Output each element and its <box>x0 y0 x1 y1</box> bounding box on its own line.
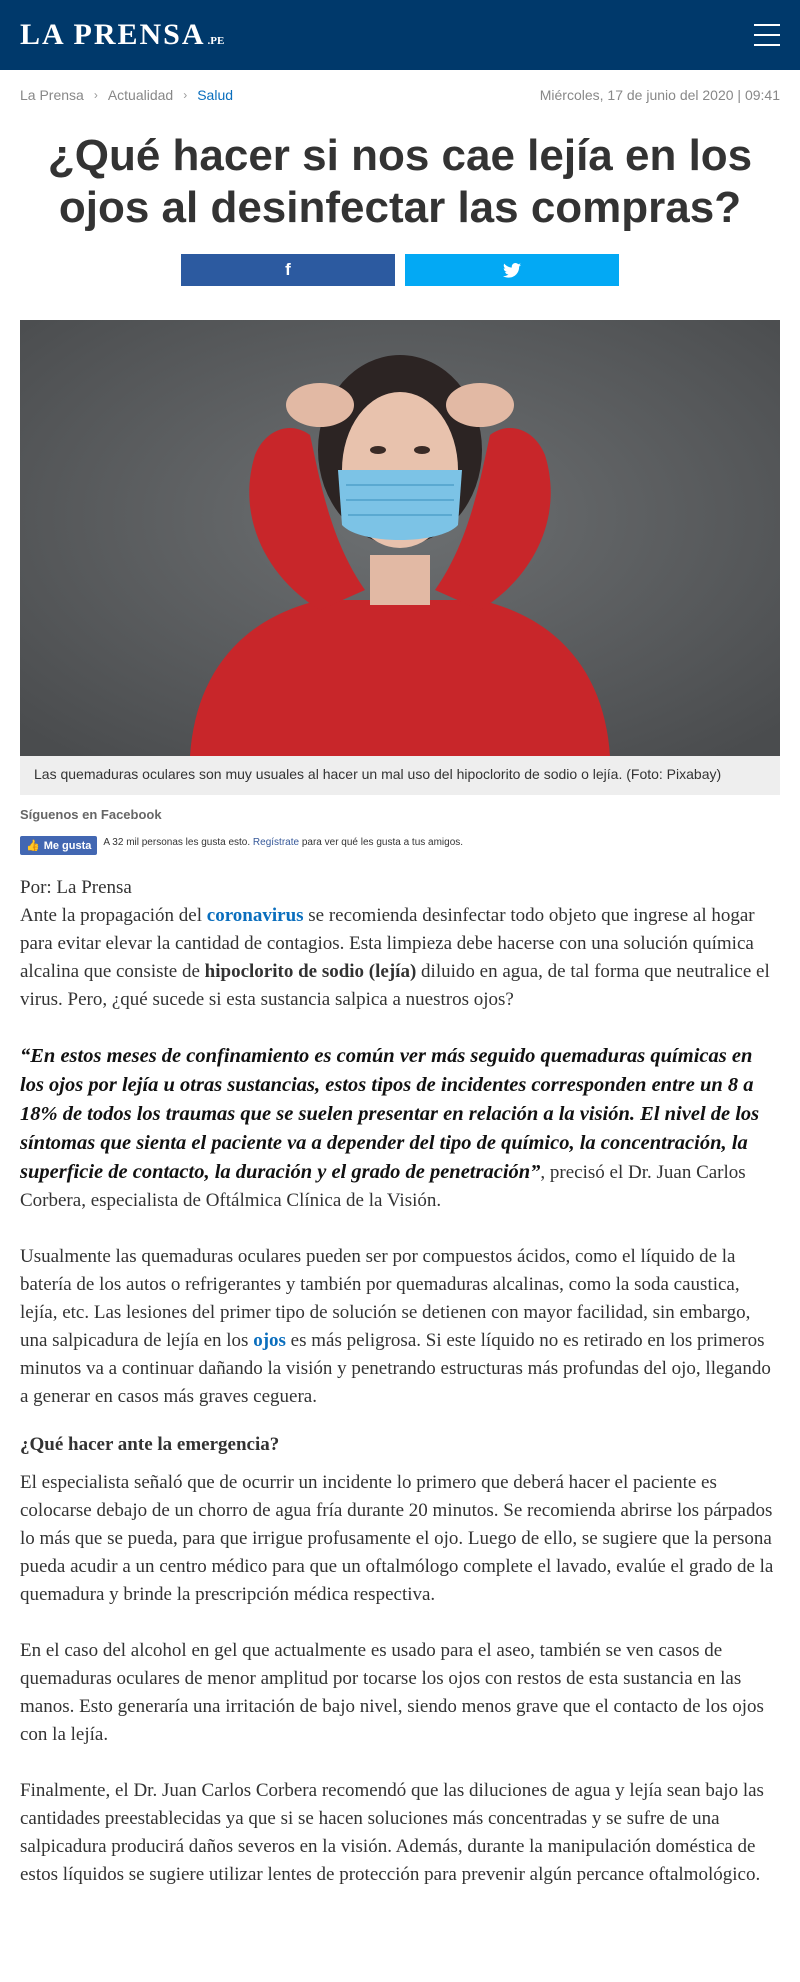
like-count-text <box>103 836 463 849</box>
breadcrumb-item-actualidad[interactable]: Actualidad <box>107 87 174 103</box>
text: es más peligrosa. Si este líquido no es retirado en los primeros minutos va a continuar dañando la visión y penetrando estructuras más profundas del ojo, llegando a generar en casos más graves ceguera. <box>20 1330 771 1407</box>
twitter-icon <box>503 263 521 278</box>
share-facebook-button[interactable] <box>181 254 395 286</box>
like-count: A 32 mil personas les gusta esto. <box>103 837 251 848</box>
quote-paragraph <box>20 1042 780 1215</box>
paragraph-3 <box>20 1243 780 1411</box>
page-title: ¿Qué hacer si nos cae lejía en los ojos al desinfectar las compras? <box>47 131 753 232</box>
share-twitter-button[interactable] <box>405 254 619 286</box>
chevron-right-icon: › <box>183 88 188 102</box>
site-header <box>0 0 800 70</box>
article-body <box>20 874 780 1889</box>
logo-text: LA PRENSA <box>20 18 206 51</box>
text: se recomienda desinfectar todo objeto que ingrese al hogar para evitar elevar la cantidad de contagios. Esta limpieza debe hacerse con una solución química alcalina que consiste de <box>20 905 755 982</box>
bold-text: hipoclorito de sodio (lejía) <box>204 961 417 982</box>
like-button-label: Me gusta <box>43 839 92 852</box>
breadcrumb-item-salud[interactable]: Salud <box>197 87 234 103</box>
facebook-like-button[interactable] <box>20 836 97 855</box>
byline: Por: La Prensa <box>20 877 132 898</box>
site-logo[interactable] <box>20 18 224 52</box>
article-meta-row <box>0 70 800 108</box>
ojos-link[interactable]: ojos <box>253 1330 286 1351</box>
coronavirus-link[interactable]: coronavirus <box>206 905 304 926</box>
hamburger-menu-icon[interactable] <box>754 24 780 46</box>
paragraph-5: En el caso del alcohol en gel que actualmente es usado para el aseo, también se ven casos de quemaduras oculares de menor amplitud por tocarse los ojos con restos de esta sustancia en las manos. Esto generaría una irritación de bajo nivel, siendo menos grave que el contacto de los ojos con la lejía. <box>20 1640 764 1745</box>
logo-suffix: .PE <box>207 35 225 47</box>
facebook-like-widget <box>20 836 780 860</box>
paragraph-1 <box>20 902 780 1014</box>
publish-date: Miércoles, 17 de junio del 2020 | 09:41 <box>539 87 780 103</box>
chevron-right-icon: › <box>93 88 98 102</box>
image-caption: Las quemaduras oculares son muy usuales al hacer un mal uso del hipoclorito de sodio o lejía. (Foto: Pixabay) <box>20 756 780 795</box>
follow-facebook-label: Síguenos en Facebook <box>20 807 162 822</box>
quote-text: “En estos meses de confinamiento es común ver más seguido quemaduras químicas en los ojos por lejía u otras sustancias, estos tipos de incidentes corresponden entre un 8 a 18% de todos los traumas que se suelen presentar en relación a la visión. El nivel de los síntomas que sienta el paciente va a depender del tipo de químico, la concentración, la superficie de contacto, la duración y el grado de penetración” <box>20 1045 760 1183</box>
breadcrumb-item-la-prensa[interactable]: La Prensa <box>20 87 84 103</box>
text: diluido en agua, de tal forma que neutralice el virus. Pero, ¿qué sucede si esta sustancia salpica a nuestros ojos? <box>20 961 770 1010</box>
text: Usualmente las quemaduras oculares pueden ser por compuestos ácidos, como el líquido de la batería de los autos o refrigerantes y también por quemaduras alcalinas, como la soda caustica, lejía, etc. Las lesiones del primer tipo de solución se detienen con mayor facilidad, sin embargo, una salpicadura de lejía en los <box>20 1246 751 1351</box>
woman-with-mask-image <box>20 320 780 756</box>
paragraph-6: Finalmente, el Dr. Juan Carlos Corbera recomendó que las diluciones de agua y lejía sean bajo las cantidades preestablecidas ya que si se hacen soluciones más concentradas y se sufre de una salpicadura producirá daños severos en la visión. Además, durante la manipulación doméstica de estos líquidos se sugiere utilizar lentes de protección para prevenir algún percance oftalmológico. <box>20 1780 764 1885</box>
text: , precisó el Dr. Juan Carlos Corbera, especialista de Oftálmica Clínica de la Visión. <box>20 1162 746 1211</box>
section-heading: ¿Qué hacer ante la emergencia? <box>20 1434 280 1455</box>
lead-figure <box>20 320 780 795</box>
register-link[interactable]: Regístrate <box>252 837 300 848</box>
text: Ante la propagación del <box>20 905 207 926</box>
lead-photo <box>20 320 780 756</box>
thumbs-up-icon: 👍 <box>26 840 40 852</box>
breadcrumb <box>20 87 233 103</box>
facebook-icon: f <box>285 260 291 279</box>
paragraph-4: El especialista señaló que de ocurrir un incidente lo primero que deberá hacer el paciente es colocarse debajo de un chorro de agua fría durante 20 minutos. Se recomienda abrirse los párpados lo más que se pueda, para que irrigue profusamente el ojo. Luego de ello, se sugiere que la persona pueda acudir a un centro médico para que un oftalmólogo complete el lavado, evalúe el grado de la quemadura y brinde la prescripción médica respectiva. <box>20 1472 774 1605</box>
share-bar <box>0 254 800 286</box>
like-suffix: para ver qué les gusta a tus amigos. <box>301 837 464 848</box>
